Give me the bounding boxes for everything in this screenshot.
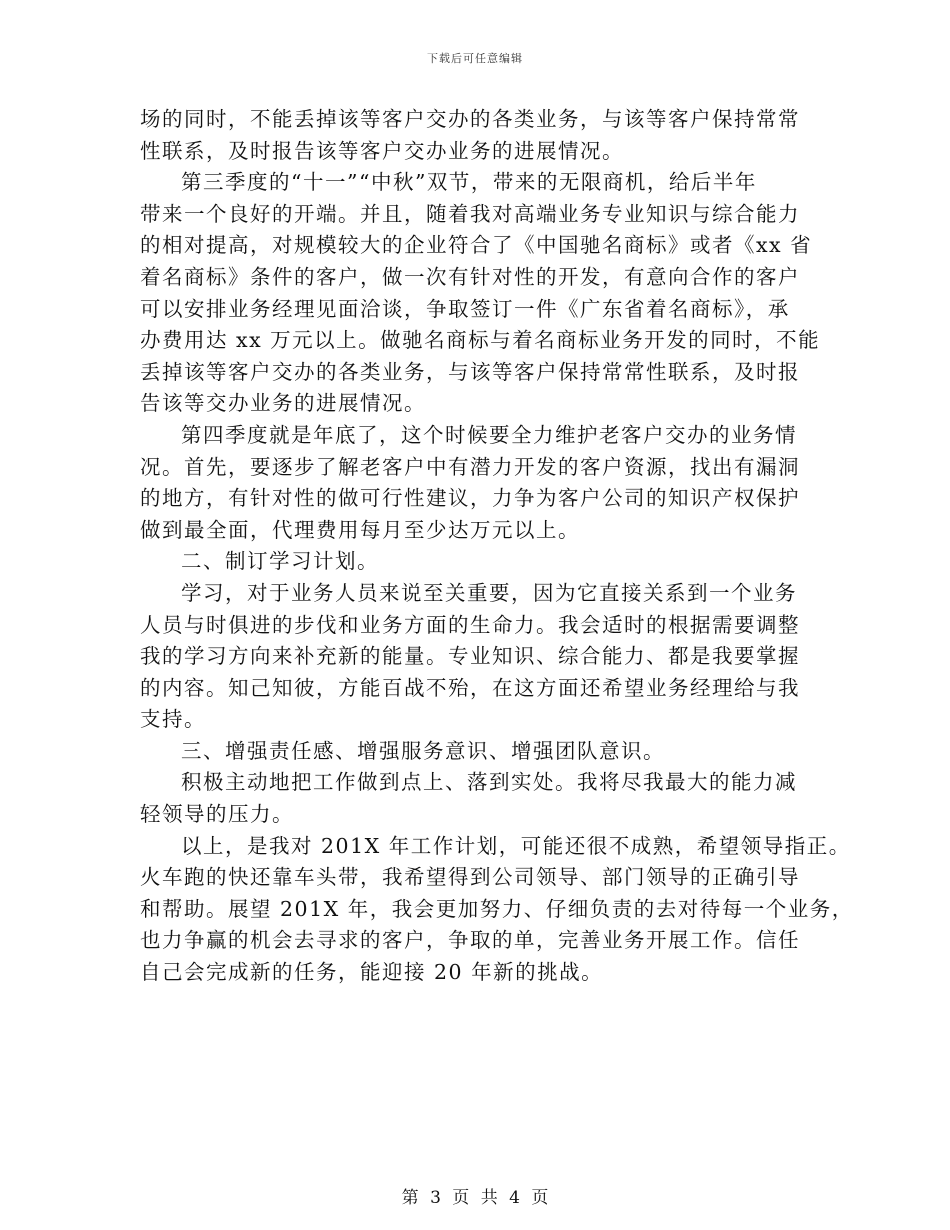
text-line: 办费用达 xx 万元以上。做驰名商标与着名商标业务开发的同时，不能 (140, 328, 821, 353)
text-line: 场的同时，不能丢掉该等客户交办的各类业务，与该等客户保持常常 (140, 107, 800, 131)
text-line: 火车跑的快还靠车头带，我希望得到公司领导、部门领导的正确引导 (140, 865, 800, 890)
text-line: 和帮助。展望 201X 年，我会更加努力、仔细负责的去对待每一个业务， (140, 896, 854, 921)
text-line: 积极主动地把工作做到点上、落到实处。我将尽我最大的能力减 (181, 770, 797, 795)
text-line: 轻领导的压力。 (140, 802, 294, 827)
text-line: 我的学习方向来补充新的能量。专业知识、综合能力、都是我要掌握 (140, 644, 800, 669)
text-line: 二、制订学习计划。 (181, 549, 379, 574)
text-line: 做到最全面，代理费用每月至少达万元以上。 (140, 517, 580, 542)
text-line: 第三季度的“十一”“中秋”双节，带来的无限商机，给后半年 (181, 170, 757, 195)
text-line: 的内容。知己知彼，方能百战不殆，在这方面还希望业务经理给与我 (140, 675, 800, 700)
text-line: 告该等交办业务的进展情况。 (140, 391, 426, 416)
document-body (140, 104, 854, 989)
text-line: 三、增强责任感、增强服务意识、增强团队意识。 (181, 738, 665, 763)
text-line: 可以安排业务经理见面洽谈，争取签订一件《广东省着名商标》，承 (140, 296, 790, 321)
text-line: 第四季度就是年底了，这个时候要全力维护老客户交办的业务情 (181, 422, 797, 447)
text-line: 的地方，有针对性的做可行性建议，力争为客户公司的知识产权保护 (140, 486, 800, 511)
text-line: 学习，对于业务人员来说至关重要，因为它直接关系到一个业务 (181, 580, 797, 605)
text-line: 丢掉该等客户交办的各类业务，与该等客户保持常常性联系，及时报 (140, 359, 800, 384)
page-header: 下载后可任意编辑 (427, 52, 523, 65)
text-line: 以上，是我对 201X 年工作计划，可能还很不成熟，希望领导指正。 (181, 833, 851, 858)
text-line: 着名商标》条件的客户，做一次有针对性的开发，有意向合作的客户 (140, 264, 800, 289)
page-footer: 第 3 页 共 4 页 (401, 1188, 549, 1208)
text-line: 带来一个良好的开端。并且，随着我对高端业务专业知识与综合能力 (140, 201, 800, 226)
text-line: 支持。 (140, 707, 206, 732)
text-line: 性联系，及时报告该等客户交办业务的进展情况。 (140, 138, 624, 163)
text-line: 也力争赢的机会去寻求的客户，争取的单，完善业务开展工作。信任 (140, 928, 800, 953)
text-line: 的相对提高，对规模较大的企业符合了《中国驰名商标》或者《xx 省 (140, 233, 813, 258)
text-line: 自己会完成新的任务，能迎接 20 年新的挑战。 (140, 960, 604, 985)
text-line: 况。首先，要逐步了解老客户中有潜力开发的客户资源，找出有漏洞 (140, 454, 800, 479)
text-line: 人员与时俱进的步伐和业务方面的生命力。我会适时的根据需要调整 (140, 612, 800, 637)
